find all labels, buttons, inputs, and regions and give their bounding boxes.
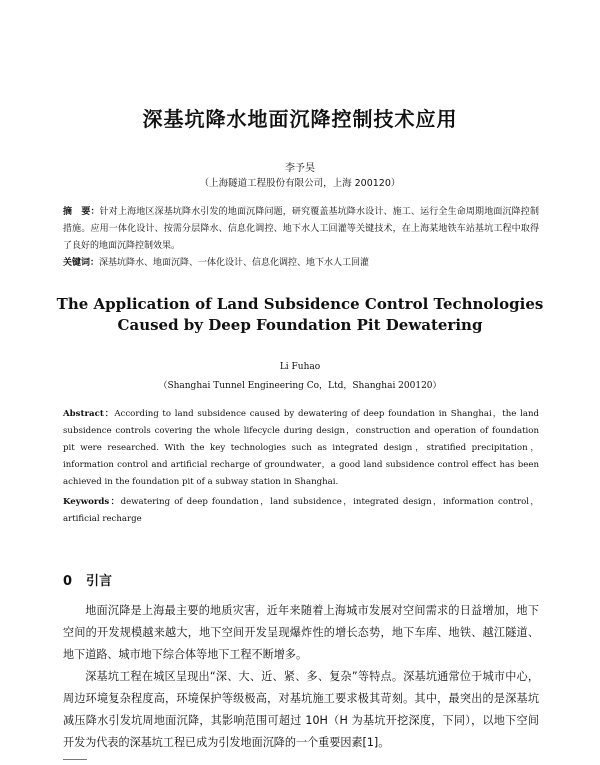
chinese-abstract-label: 摘 要： [63, 207, 100, 217]
chinese-title: 深基坑降水地面沉降控制技术应用 [142, 107, 458, 131]
english-author: Li Fuhao [279, 362, 321, 372]
english-title-line-2: Caused by Deep Foundation Pit Dewatering [117, 316, 483, 334]
english-keywords-text: dewatering of deep foundation，land subsidence，integrated design，information control，artificial recharge [63, 497, 539, 524]
chinese-author: 李予昊 [285, 163, 315, 174]
body-paragraph: 地面沉降是上海最主要的地质灾害，近年来随着上海城市发展对空间需求的日益增加，地下空间的开发规模越来越大，地下空间开发呈现爆炸性的增长态势，地下车库、地铁、越江隧道、地下道路、城市地下综合体等地下工程不断增多。 [63, 604, 539, 661]
english-keywords-label: Keywords： [63, 497, 121, 507]
english-affiliation: （Shanghai Tunnel Engineering Co，Ltd，Shanghai 200120） [158, 381, 442, 391]
english-title [0, 294, 600, 336]
footer-rule [63, 759, 87, 760]
chinese-keywords-text: 深基坑降水、地面沉降、一体化设计、信息化调控、地下水人工回灌 [99, 258, 370, 268]
body-text [63, 600, 539, 754]
english-abstract-label: Abstract： [63, 409, 115, 419]
english-keywords [63, 494, 539, 528]
chinese-abstract [63, 204, 539, 255]
section-title: 引言 [86, 574, 113, 589]
body-paragraph: 深基坑工程在城区呈现出“深、大、近、紧、多、复杂”等特点。深基坑通常位于城市中心，周边环境复杂程度高，环境保护等级极高，对基坑施工要求极其苛刻。其中，最突出的是深基坑减压降水引发坑周地面沉降，其影响范围可超过 10H（H 为基坑开挖深度，下同），以地下空间开发为代表的深基坑工程已成为引发地面沉降的一个重要因素[1]。 [63, 670, 539, 749]
chinese-affiliation: （上海隧道工程股份有限公司，上海 200120） [199, 178, 401, 189]
section-number: 0 [63, 574, 73, 589]
section-heading [63, 570, 112, 589]
chinese-keywords [63, 255, 539, 272]
chinese-abstract-text: 针对上海地区深基坑降水引发的地面沉降问题，研究覆盖基坑降水设计、施工、运行全生命周期地面沉降控制措施。应用一体化设计、按需分层降水、信息化调控、地下水人工回灌等关键技术，在上海某地铁车站基坑工程中取得了良好的地面沉降控制效果。 [63, 207, 539, 251]
english-title-line-1: The Application of Land Subsidence Control Technologies [56, 295, 544, 313]
english-abstract [63, 406, 539, 491]
english-abstract-text: According to land subsidence caused by dewatering of deep foundation in Shanghai，the land subsidence controls covering the whole lifecycle during design，construction and operation of foundation pit were researched. With the key technologies such as integrated design，stratified precipitation，information control and artificial recharge of groundwater，a good land subsidence control effect has been achieved in the foundation pit of a subway station in Shanghai. [63, 409, 539, 488]
chinese-keywords-label: 关键词： [63, 258, 100, 268]
